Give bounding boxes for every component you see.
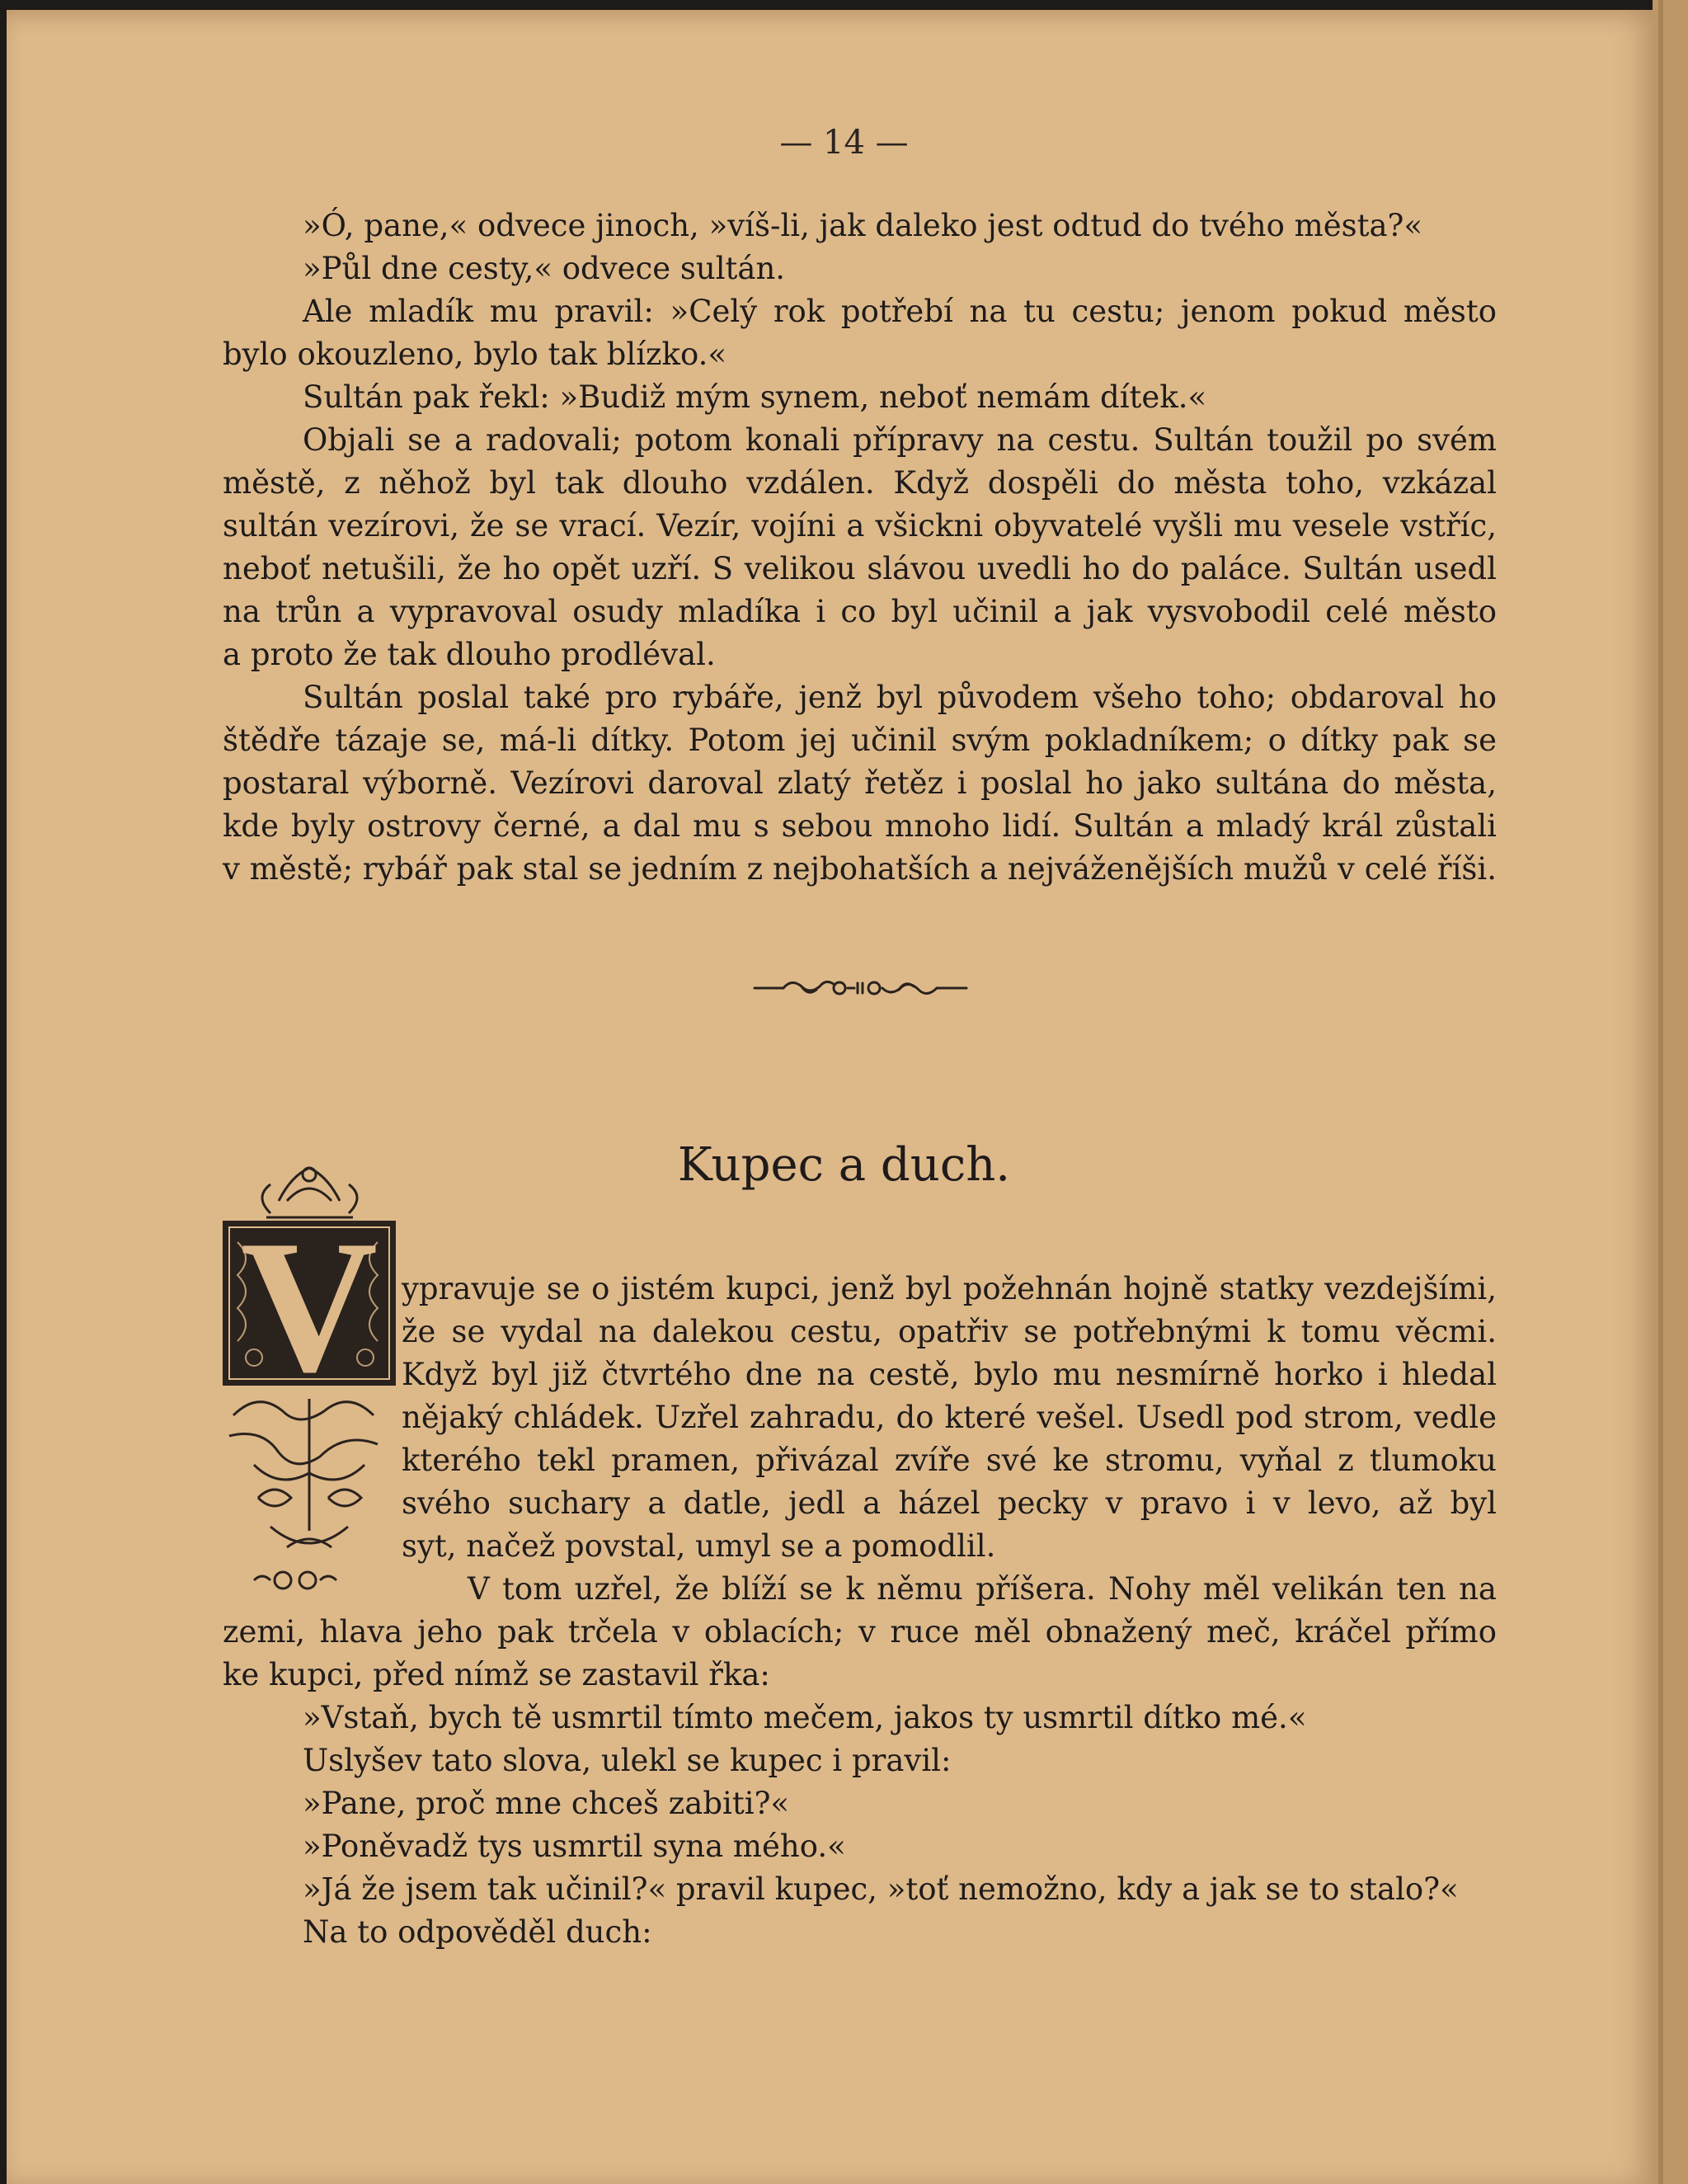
text-line: »Poněvadž tys usmrtil syna mého.« — [303, 1829, 846, 1864]
page-edge-shadow — [1658, 0, 1663, 2184]
text-line: ke kupci, před nímž se zastavil řka: — [223, 1657, 770, 1692]
page-number: — 14 — — [779, 124, 909, 162]
text-line: »Já že jsem tak učinil?« pravil kupec, »toť nemožno, kdy a jak se to stalo?« — [303, 1871, 1459, 1907]
text-line: postaral výborně. Vezírovi daroval zlatý řetěz i poslal ho jako sultána do města, — [223, 765, 1497, 801]
text-line: Na to odpověděl duch: — [303, 1914, 652, 1950]
text-line: svého suchary a datle, jedl a házel pecky v pravo i v levo, až byl — [402, 1485, 1497, 1521]
text-line: Když byl již čtvrtého dne na cestě, bylo mu nesmírně horko i hledal — [402, 1357, 1497, 1392]
text-line: a proto že tak dlouho prodléval. — [223, 637, 716, 672]
text-line: štědře tázaje se, má-li dítky. Potom jej učinil svým pokladníkem; o dítky pak se — [223, 723, 1497, 758]
text-line: V tom uzřel, že blíží se k němu příšera. Nohy měl velikán ten na — [468, 1571, 1497, 1607]
text-line: syt, načež povstal, umyl se a pomodlil. — [402, 1528, 996, 1564]
text-line: »Půl dne cesty,« odvece sultán. — [303, 251, 786, 286]
text-block-story — [223, 1268, 1497, 1954]
text-line: kde byly ostrovy černé, a dal mu s sebou mnoho lidí. Sultán a mladý král zůstali — [223, 808, 1497, 844]
text-block-top — [223, 205, 1497, 891]
story-title: Kupec a duch. — [677, 1138, 1011, 1192]
text-line: nějaký chládek. Uzřel zahradu, do které vešel. Usedl pod strom, vedle — [402, 1400, 1497, 1435]
text-line: bylo okouzleno, bylo tak blízko.« — [223, 337, 726, 372]
text-line: Sultán pak řekl: »Budiž mým synem, neboť nemám dítek.« — [303, 379, 1207, 415]
text-line: Uslyšev tato slova, ulekl se kupec i pravil: — [303, 1743, 952, 1778]
text-line: ypravuje se o jistém kupci, jenž byl požehnán hojně statky vezdejšími, — [402, 1271, 1497, 1306]
text-line: kterého tekl pramen, přivázal zvíře své ke stromu, vyňal z tlumoku — [402, 1443, 1497, 1478]
text-line: »Vstaň, bych tě usmrtil tímto mečem, jakos ty usmrtil dítko mé.« — [303, 1700, 1307, 1735]
text-line: v městě; rybář pak stal se jedním z nejbohatších a nejváženějších mužů v celé říši. — [223, 851, 1497, 887]
text-line: zemi, hlava jeho pak trčela v oblacích; v ruce měl obnažený meč, kráčel přímo — [223, 1614, 1497, 1650]
text-line: Ale mladík mu pravil: »Celý rok potřebí na tu cestu; jenom pokud město — [303, 294, 1497, 329]
ornament-divider-icon — [750, 972, 973, 1005]
text-line: městě, z něhož byl tak dlouho vzdálen. Když dospěli do města toho, vzkázal — [223, 465, 1497, 501]
text-line: sultán vezírovi, že se vrací. Vezír, vojíni a všickni obyvatelé vyšli mu vesele vstříc, — [223, 508, 1497, 544]
text-line: Sultán poslal také pro rybáře, jenž byl původem všeho toho; obdaroval ho — [303, 680, 1497, 715]
text-line: že se vydal na dalekou cestu, opatřiv se potřebnými k tomu věcmi. — [402, 1314, 1497, 1349]
text-line: »Ó, pane,« odvece jinoch, »víš-li, jak daleko jest odtud do tvého města?« — [303, 208, 1422, 243]
text-line: neboť netušili, že ho opět uzří. S velikou slávou uvedli ho do paláce. Sultán usedl — [223, 551, 1497, 586]
text-line: »Pane, proč mne chceš zabiti?« — [303, 1786, 790, 1821]
text-line: Objali se a radovali; potom konali přípravy na cestu. Sultán toužil po svém — [303, 422, 1497, 458]
text-line: na trůn a vypravoval osudy mladíka i co byl učinil a jak vysvobodil celé město — [223, 594, 1497, 629]
svg-text:V: V — [240, 1201, 379, 1411]
